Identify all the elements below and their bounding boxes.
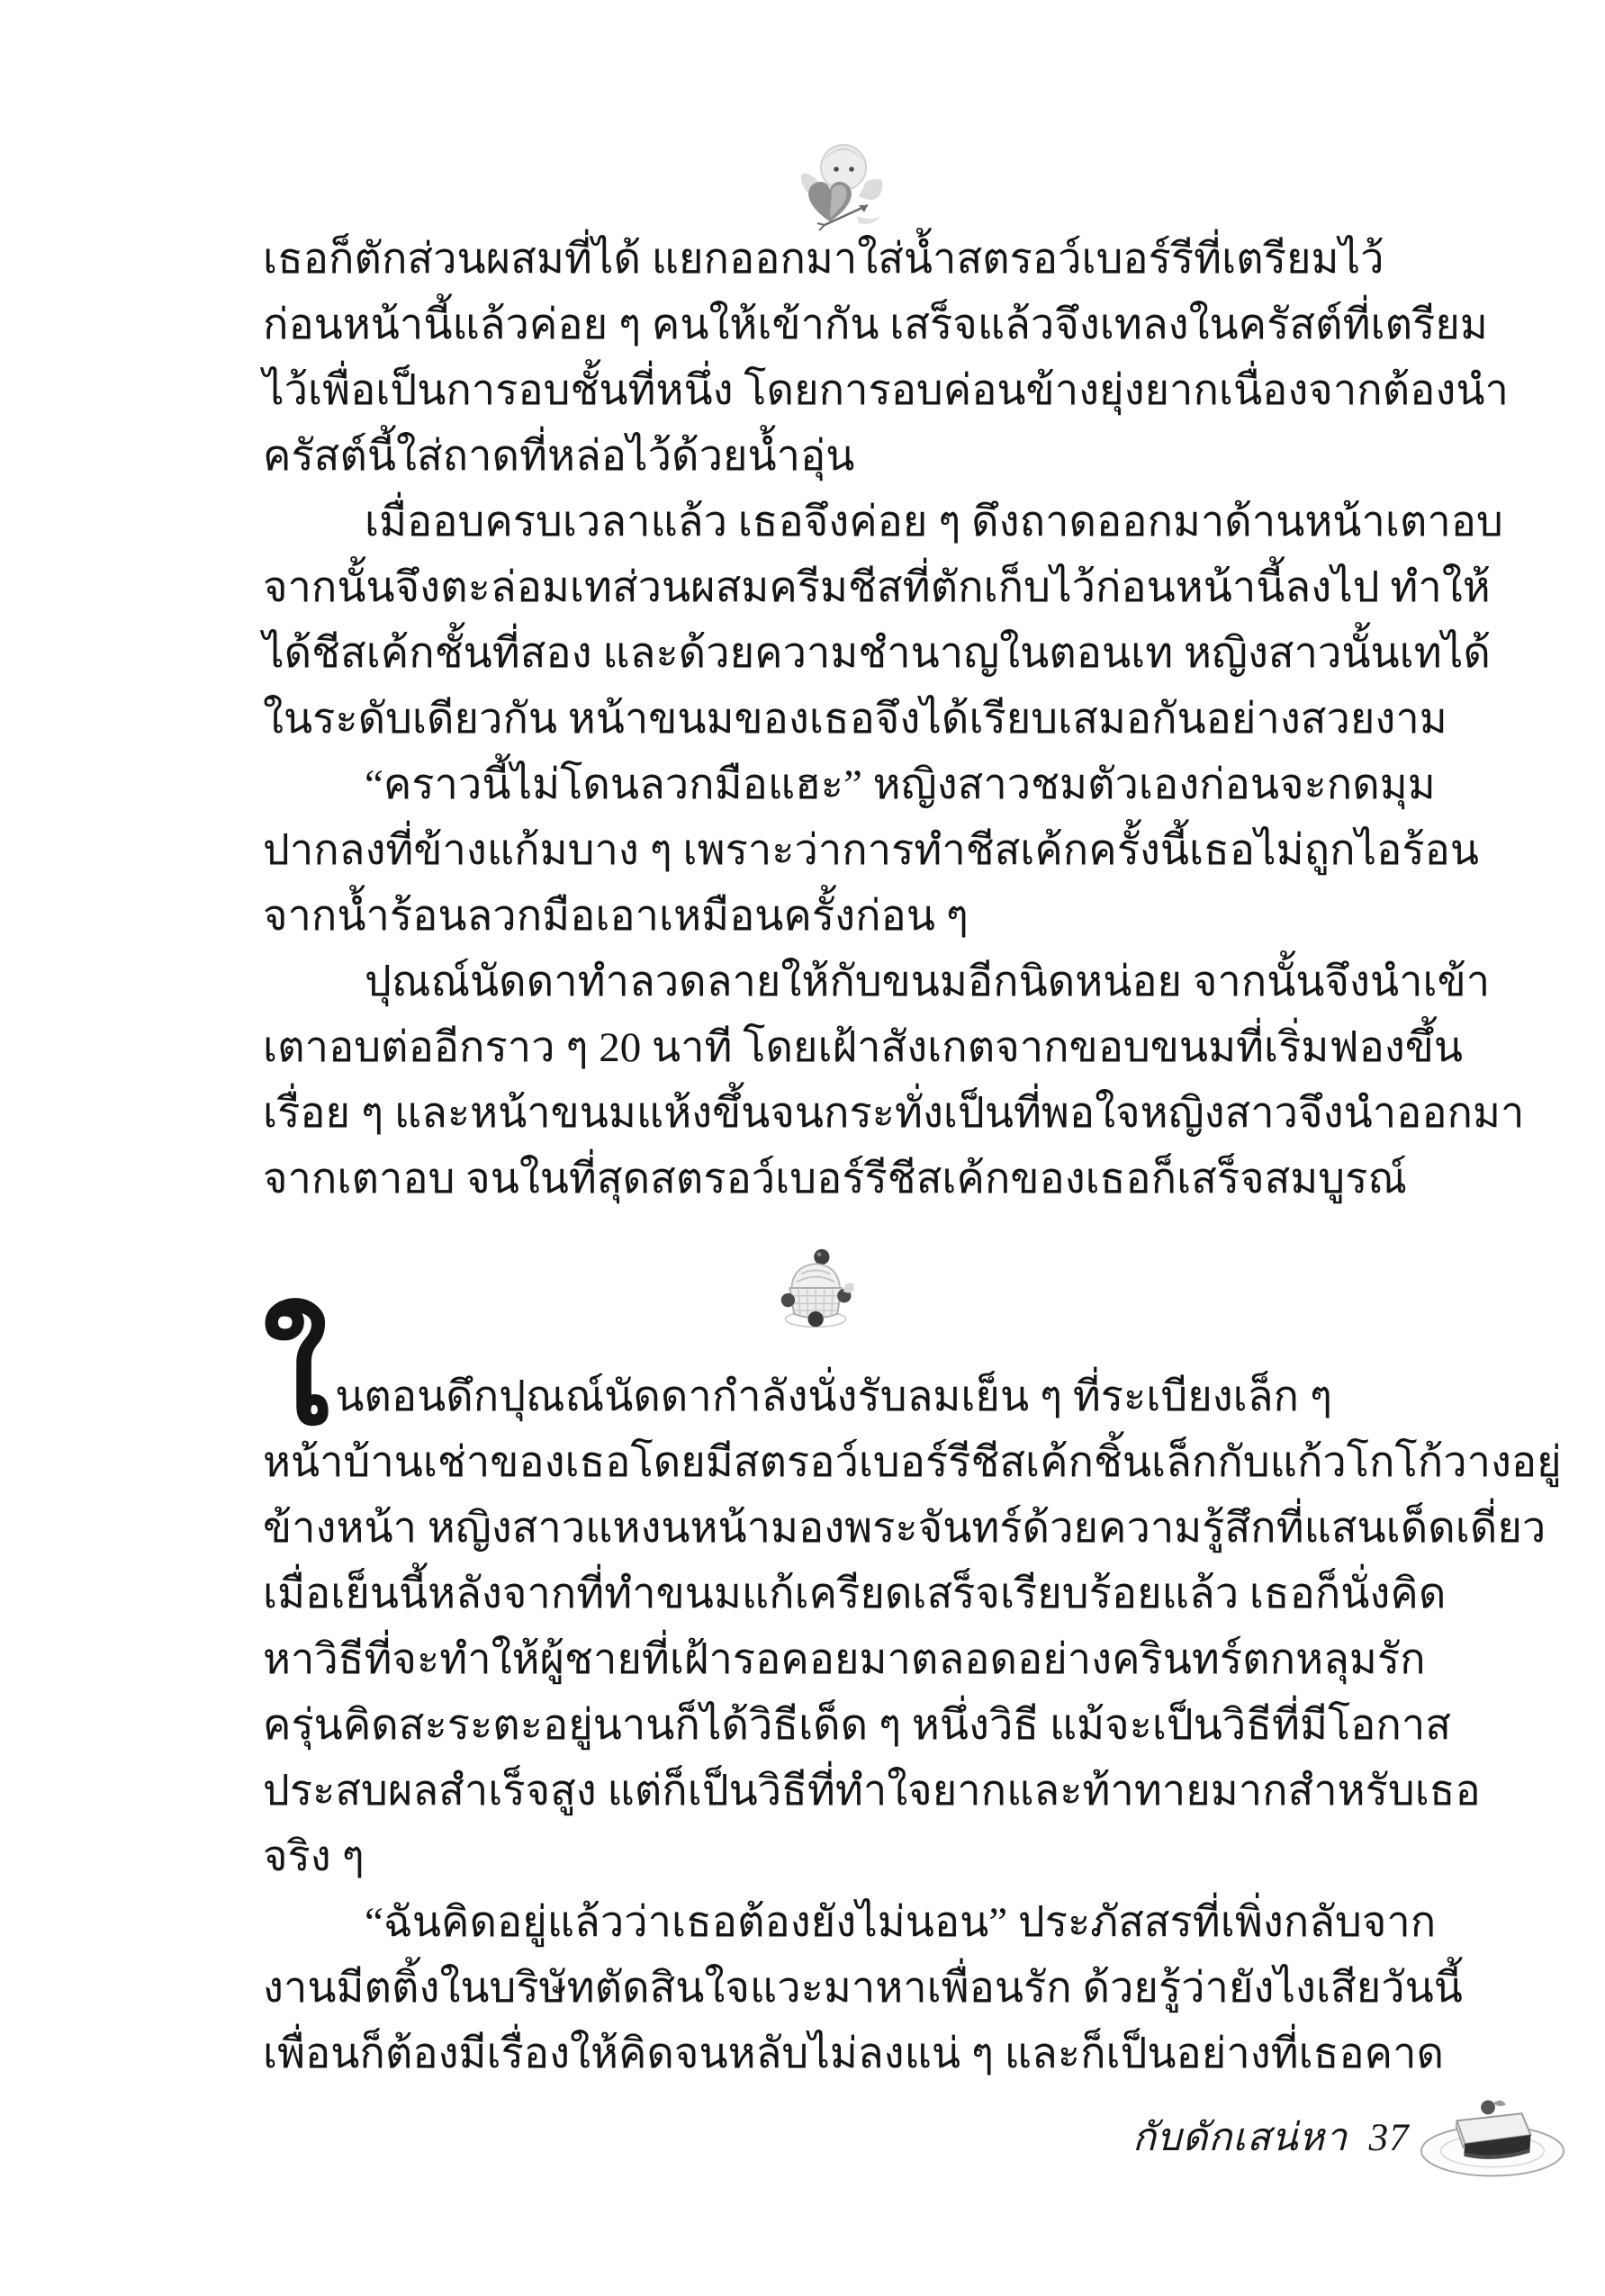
text-line: เรื่อย ๆ และหน้าขนมแห้งขึ้นจนกระทั่งเป็นที่พอใจหญิงสาวจึงนำออกมา bbox=[263, 1090, 1525, 1137]
text-line: เตาอบต่ออีกราว ๆ 20 นาที โดยเฝ้าสังเกตจากขอบขนมที่เริ่มฟองขึ้น bbox=[263, 1024, 1464, 1071]
drop-cap-line-text: นตอนดึกปุณณ์นัดดากำลังนั่งรับลมเย็น ๆ ที่ระเบียงเล็ก ๆ bbox=[335, 1373, 1333, 1420]
text-line: ข้างหน้า หญิงสาวแหงนหน้ามองพระจันทร์ด้วยความรู้สึกที่แสนเด็ดเดี่ยว bbox=[263, 1505, 1546, 1552]
paragraph bbox=[263, 227, 1509, 490]
page-body-text bbox=[263, 227, 1562, 2087]
text-line: ประสบผลสำเร็จสูง แต่ก็เป็นวิธีที่ทำใจยากและท้าทายมากสำหรับเธอ bbox=[263, 1768, 1481, 1814]
text-line: “คราวนี้ไม่โดนลวกมือแฮะ” หญิงสาวชมตัวเองก่อนจะกดมุม bbox=[365, 761, 1436, 808]
book-title: กับดักเสน่หา bbox=[1132, 2117, 1348, 2159]
text-line: จากนั้นจึงตะล่อมเทส่วนผสมครีมชีสที่ตักเก็บไว้ก่อนหน้านี้ลงไป ทำให้ bbox=[263, 564, 1491, 611]
text-line: ในระดับเดียวกัน หน้าขนมของเธอจึงได้เรียบเสมอกันอย่างสวยงาม bbox=[263, 696, 1447, 743]
text-line: จากเตาอบ จนในที่สุดสตรอว์เบอร์รีชีสเค้กของเธอก็เสร็จสมบูรณ์ bbox=[263, 1156, 1407, 1202]
text-line: เมื่อเย็นนี้หลังจากที่ทำขนมแก้เครียดเสร็จเรียบร้อยแล้ว เธอก็นั่งคิด bbox=[263, 1571, 1447, 1617]
text-line: เธอก็ตักส่วนผสมที่ได้ แยกออกมาใส่น้ำสตรอว์เบอร์รีที่เตรียมไว้ bbox=[263, 236, 1384, 283]
text-line: ไว้เพื่อเป็นการอบชั้นที่หนึ่ง โดยการอบค่อนข้างยุ่งยากเนื่องจากต้องนำ bbox=[263, 367, 1509, 414]
text-line: หาวิธีที่จะทำให้ผู้ชายที่เฝ้ารอคอยมาตลอดอย่างครินทร์ตกหลุมรัก bbox=[263, 1636, 1426, 1683]
cupcake-icon bbox=[776, 1296, 855, 1343]
text-line: “ฉันคิดอยู่แล้วว่าเธอต้องยังไม่นอน” ประภัสสรที่เพิ่งกลับจาก bbox=[365, 1899, 1437, 1946]
running-title bbox=[1132, 2110, 1410, 2167]
section-divider bbox=[263, 1247, 1368, 1333]
cupid-heart-icon bbox=[794, 135, 889, 239]
page-number: 37 bbox=[1368, 2117, 1410, 2159]
paragraph bbox=[263, 752, 1479, 950]
text-line: ปากลงที่ข้างแก้มบาง ๆ เพราะว่าการทำชีสเค้กครั้งนี้เธอไม่ถูกไอร้อน bbox=[263, 827, 1479, 874]
text-line: เพื่อนก็ต้องมีเรื่องให้คิดจนหลับไม่ลงแน่ ๆ และก็เป็นอย่างที่เธอคาด bbox=[263, 2030, 1444, 2077]
text-line: งานมีตติ้งในบริษัทตัดสินใจแวะมาหาเพื่อนรัก ด้วยรู้ว่ายังไงเสียวันนี้ bbox=[263, 1965, 1463, 2012]
paragraph bbox=[263, 1890, 1463, 2087]
drop-cap: ใ bbox=[263, 1294, 330, 1455]
paragraph bbox=[263, 1294, 1562, 1890]
text-line: ปุณณ์นัดดาทำลวดลายให้กับขนมอีกนิดหน่อย จากนั้นจึงนำเข้า bbox=[365, 959, 1491, 1005]
text-line: หน้าบ้านเช่าของเธอโดยมีสตรอว์เบอร์รีชีสเค้กชิ้นเล็กกับแก้วโกโก้วางอยู่ bbox=[263, 1439, 1562, 1486]
page-footer bbox=[1132, 2110, 1568, 2183]
paragraph bbox=[263, 490, 1503, 752]
text-line: เมื่ออบครบเวลาแล้ว เธอจึงค่อย ๆ ดึงถาดออกมาด้านหน้าเตาอบ bbox=[365, 499, 1503, 545]
cake-slice-icon bbox=[1417, 2093, 1568, 2183]
text-line: ก่อนหน้านี้แล้วค่อย ๆ คนให้เข้ากัน เสร็จแล้วจึงเทลงในครัสต์ที่เตรียม bbox=[263, 302, 1488, 348]
text-line: ได้ชีสเค้กชั้นที่สอง และด้วยความชำนาญในตอนเท หญิงสาวนั้นเทได้ bbox=[263, 630, 1491, 677]
text-line: ครัสต์นี้ใส่ถาดที่หล่อไว้ด้วยน้ำอุ่น bbox=[263, 433, 855, 480]
text-line: จริง ๆ bbox=[263, 1833, 365, 1880]
text-line bbox=[263, 1294, 1368, 1455]
paragraph bbox=[263, 950, 1525, 1212]
text-line: จากน้ำร้อนลวกมือเอาเหมือนครั้งก่อน ๆ bbox=[263, 893, 969, 940]
text-line: ครุ่นคิดสะระตะอยู่นานก็ได้วิธีเด็ด ๆ หนึ่งวิธี แม้จะเป็นวิธีที่มีโอกาส bbox=[263, 1702, 1451, 1749]
paragraph-lines bbox=[263, 1430, 1562, 1890]
